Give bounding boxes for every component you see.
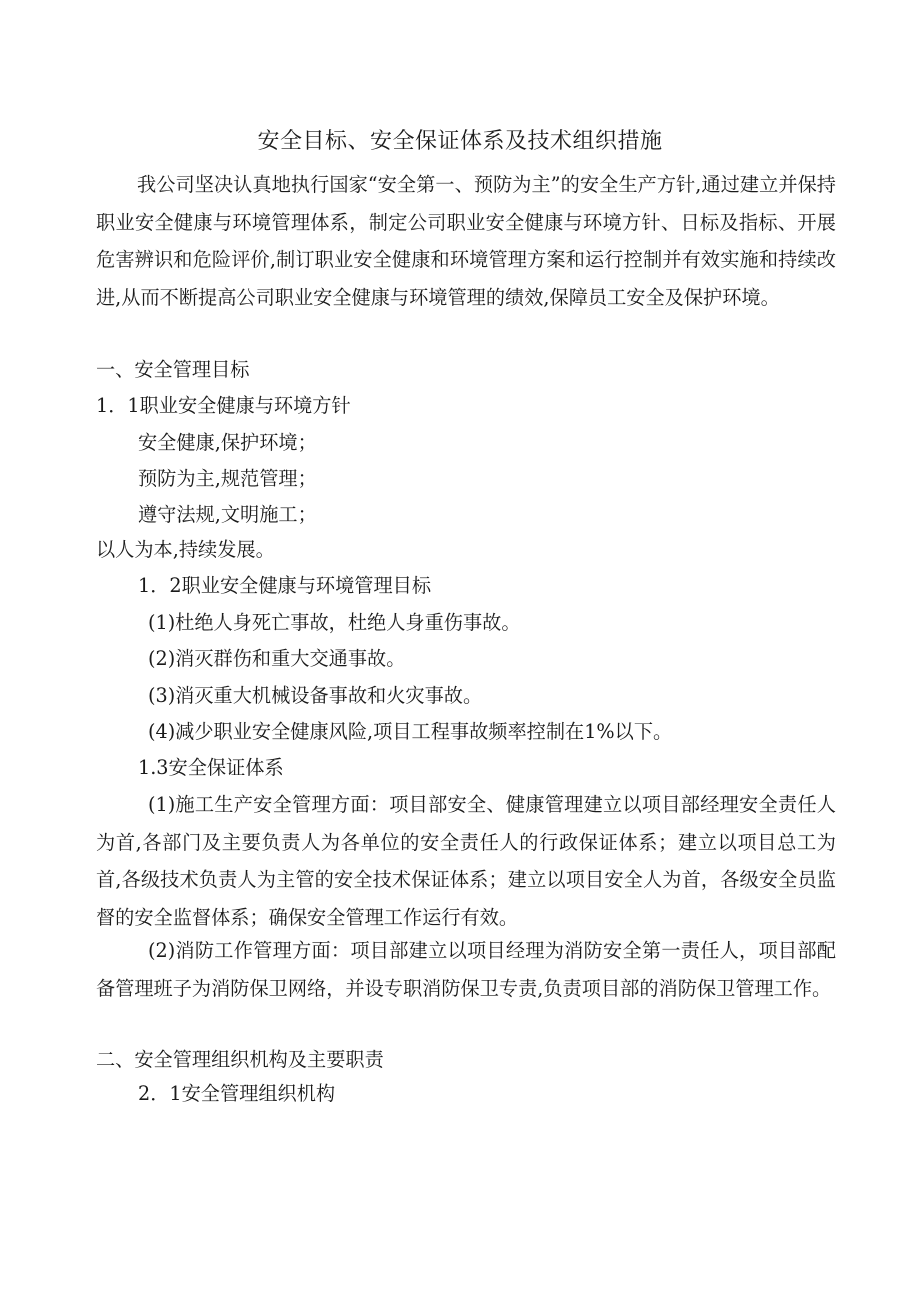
section-1-heading: 一、安全管理目标 xyxy=(96,358,250,381)
policy-item-4: 以人为本,持续发展。 xyxy=(96,538,275,561)
system-paragraph-1: (1)施工生产安全管理方面：项目部安全、健康管理建立以项目部经理安全责任人为首,各部门及主要负责人为各单位的安全责任人的行政保证体系；建立以项目总工为首,各级技术负责人为主管的安全技术保证体系；建立以项目安全人为首，各级安全员监督的安全监督体系；确保安全管理工作运行有效。 xyxy=(96,793,836,929)
goal-item-1: (1)杜绝人身死亡事故，杜绝人身重伤事故。 xyxy=(148,611,521,634)
policy-item-3: 遵守法规,文明施工； xyxy=(138,503,317,526)
intro-paragraph: 我公司坚决认真地执行国家“安全第一、预防为主”的安全生产方针,通过建立并保持职业安全健康与环境管理体系，制定公司职业安全健康与环境方针、日标及指标、开展危害辨识和危险评价,制订职业安全健康和环境管理方案和运行控制并有效实施和持续改进,从而不断提高公司职业安全健康与环境管理的绩效,保障员工安全及保护环境。 xyxy=(96,173,836,309)
section-2-1-heading: 2．1安全管理组织机构 xyxy=(138,1082,336,1105)
goal-item-2: (2)消灭群伤和重大交通事故。 xyxy=(148,647,406,670)
policy-item-1: 安全健康,保护环境； xyxy=(138,431,317,454)
section-1-1-heading: 1．1职业安全健康与环境方针 xyxy=(96,394,351,417)
section-1-2-heading: 1．2职业安全健康与环境管理目标 xyxy=(138,574,432,597)
section-2-heading: 二、安全管理组织机构及主要职责 xyxy=(96,1048,384,1071)
section-1-3-heading: 1.3安全保证体系 xyxy=(138,756,284,779)
policy-item-2: 预防为主,规范管理； xyxy=(138,467,317,490)
system-paragraph-2: (2)消防工作管理方面：项目部建立以项目经理为消防安全第一责任人，项目部配备管理班子为消防保卫网络，并设专职消防保卫专责,负责项目部的消防保卫管理工作。 xyxy=(96,939,836,1000)
goal-item-3: (3)消灭重大机械设备事故和火灾事故。 xyxy=(148,684,483,707)
document-title: 安全目标、安全保证体系及技术组织措施 xyxy=(257,129,663,154)
goal-item-4: (4)减少职业安全健康风险,项目工程事故频率控制在1%以下。 xyxy=(148,720,673,743)
